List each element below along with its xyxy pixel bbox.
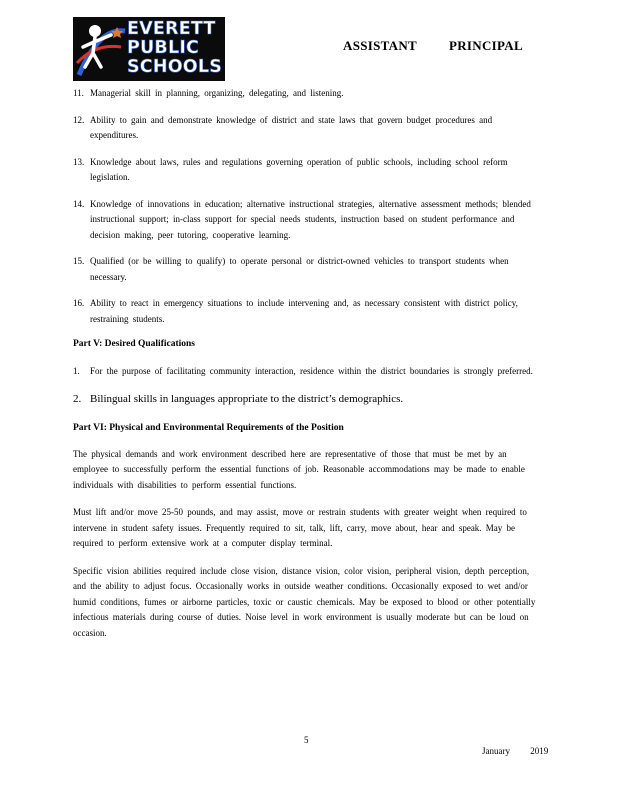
item-number: 2. — [73, 392, 82, 405]
section-heading-part-vi: Part VI: Physical and Environmental Requirements of the Position — [73, 422, 344, 433]
list-item — [73, 86, 543, 102]
item-text: For the purpose of facilitating community interaction, residence within the district boundaries is strongly preferred. — [90, 366, 533, 376]
item-number: 16. — [73, 298, 85, 308]
page-number: 5 — [304, 735, 309, 745]
item-number: 12. — [73, 114, 85, 125]
list-item — [73, 254, 543, 285]
paragraph-lifting: Must lift and/or move 25-50 pounds, and may assist, move or restrain students with greater weight when required to intervene in student safety issues. Frequently required to sit, talk, lift, carry, move about, hear and speak. May be required to perform extensive work at a computer display terminal. — [73, 507, 527, 548]
section-heading-part-v: Part V: Desired Qualifications — [73, 339, 196, 349]
list-item — [73, 197, 543, 244]
page-title — [343, 38, 523, 54]
list-item — [73, 364, 543, 380]
everett-public-schools-logo — [73, 17, 225, 81]
item-text: Knowledge of innovations in education; alternative instructional strategies, alternative assessment methods; blended instructional support; in-class support for special needs students, instruction based on student performance and decision making, peer tutoring, cooperative learning. — [90, 198, 531, 240]
title-word-assistant: ASSISTANT — [343, 38, 417, 53]
logo-line-schools: SCHOOLS — [127, 57, 223, 77]
document-body — [73, 86, 543, 641]
logo-wordmark — [127, 20, 225, 77]
item-text: Knowledge about laws, rules and regulations governing operation of public schools, including school reform legislation. — [90, 156, 508, 182]
item-text: Qualified (or be willing to qualify) to operate personal or district-owned vehicles to transport students when necessary. — [90, 256, 509, 282]
item-number: 14. — [73, 198, 85, 209]
list-item — [73, 155, 543, 186]
item-number: 1. — [73, 366, 80, 376]
list-item — [73, 392, 543, 407]
item-text: Bilingual skills in languages appropriate to the district’s demographics. — [90, 392, 404, 405]
item-number: 13. — [73, 156, 85, 167]
item-number: 15. — [73, 256, 85, 266]
logo-line-public: PUBLIC — [127, 38, 200, 58]
paragraph-physical-demands: The physical demands and work environment described here are representative of those that must be met by an employee to successfully perform the essential functions of job. Reasonable accommodations may be made to enable individuals with disabilities to perform essential functions. — [73, 448, 525, 490]
paragraph-vision-environment: Specific vision abilities required include close vision, distance vision, color vision, peripheral vision, depth perception, and the ability to adjust focus. Occasionally works in outside weather conditions. Occasionally exposed to wet and/or humid conditions, fumes or airborne particles, toxic or caustic chemicals. May be exposed to blood or other potentially infectious materials during course of duties. Noise level in work environment is usually moderate but can be loud on occasion. — [73, 565, 536, 638]
item-text: Ability to gain and demonstrate knowledge of district and state laws that govern budget procedures and expenditures. — [90, 114, 493, 140]
list-item — [73, 113, 543, 144]
list-item — [73, 296, 543, 327]
title-word-principal: PRINCIPAL — [449, 38, 523, 53]
logo-line-everett: EVERETT — [127, 19, 216, 39]
item-text: Ability to react in emergency situations to include intervening and, as necessary consistent with district policy, restraining students. — [90, 298, 518, 324]
item-text: Managerial skill in planning, organizing, delegating, and listening. — [90, 88, 344, 98]
footer-date: January 2019 — [482, 746, 549, 756]
item-number: 11. — [73, 88, 84, 98]
